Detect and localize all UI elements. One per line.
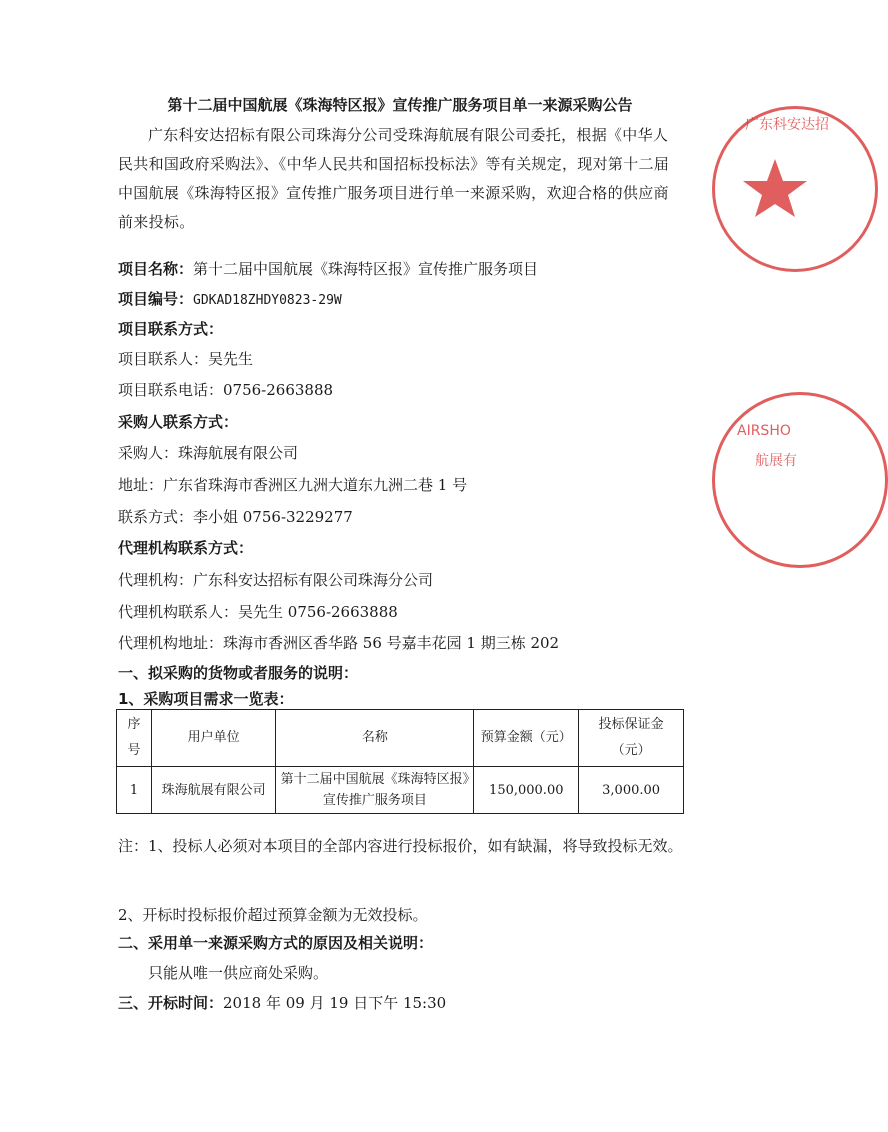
header-user-unit: 用户单位	[151, 710, 275, 767]
header-deposit: 投标保证金（元）	[579, 710, 684, 767]
section3-value: 2018 年 09 月 19 日下午 15:30	[223, 994, 447, 1012]
buyer-heading: 采购人联系方式：	[118, 413, 239, 431]
agency-heading: 代理机构联系方式：	[118, 539, 254, 557]
project-code-value: GDKAD18ZHDY0823-29W	[193, 293, 342, 308]
header-item-name: 名称	[276, 710, 474, 767]
svg-text:AIRSHO: AIRSHO	[737, 423, 791, 439]
buyer-name: 采购人：珠海航展有限公司	[118, 444, 299, 462]
project-name-line	[118, 258, 538, 279]
table-row	[117, 767, 684, 814]
cell-index: 1	[117, 767, 152, 814]
buyer-address: 地址：广东省珠海市香洲区九洲大道东九洲二巷 1 号	[118, 476, 468, 494]
project-contact-phone: 项目联系电话：0756-2663888	[118, 381, 334, 399]
header-budget: 预算金额（元）	[474, 710, 579, 767]
procurement-table	[116, 709, 684, 814]
note-2: 2、开标时投标报价超过预算金额为无效投标。	[118, 906, 428, 924]
svg-text:广东科安达招: 广东科安达招	[745, 117, 829, 133]
intro-text: 广东科安达招标有限公司珠海分公司受珠海航展有限公司委托，根据《中华人民共和国政府采购法》、《中华人民共和国招标投标法》等有关规定，现对第十二届中国航展《珠海特区报》宣传推广服务项目进行单一来源采购，欢迎合格的供应商前来投标。	[118, 126, 670, 231]
project-name-label: 项目名称：	[118, 260, 194, 278]
page-title: 第十二届中国航展《珠海特区报》宣传推广服务项目单一来源采购公告	[167, 96, 633, 114]
section3-line	[118, 992, 446, 1013]
cell-item-name: 第十二届中国航展《珠海特区报》宣传推广服务项目	[276, 767, 474, 814]
cell-budget: 150,000.00	[474, 767, 579, 814]
agency-name: 代理机构：广东科安达招标有限公司珠海分公司	[118, 571, 434, 589]
section1-heading: 一、拟采购的货物或者服务的说明：	[118, 664, 359, 682]
note-1: 注：1、投标人必须对本项目的全部内容进行投标报价，如有缺漏，将导致投标无效。	[118, 837, 683, 855]
project-code-label: 项目编号：	[118, 290, 194, 308]
company-seal-top	[712, 106, 878, 272]
project-name-value: 第十二届中国航展《珠海特区报》宣传推广服务项目	[193, 260, 539, 278]
project-contact-person: 项目联系人：吴先生	[118, 350, 254, 368]
cell-deposit: 3,000.00	[579, 767, 684, 814]
header-index: 序号	[117, 710, 152, 767]
section1-subheading: 1、采购项目需求一览表：	[118, 690, 294, 708]
buyer-contact: 联系方式：李小姐 0756-3229277	[118, 508, 353, 526]
company-seal-middle	[712, 392, 888, 568]
project-contact-heading: 项目联系方式：	[118, 320, 224, 338]
seal-star-icon	[715, 109, 875, 269]
agency-address: 代理机构地址：珠海市香洲区香华路 56 号嘉丰花园 1 期三栋 202	[118, 634, 560, 652]
svg-text:航展有: 航展有	[755, 453, 797, 469]
seal-airshow-icon	[715, 395, 885, 565]
cell-user-unit: 珠海航展有限公司	[151, 767, 275, 814]
agency-contact: 代理机构联系人：吴先生 0756-2663888	[118, 603, 398, 621]
section3-label: 三、开标时间：	[118, 994, 224, 1012]
table-header-row	[117, 710, 684, 767]
section2-heading: 二、采用单一来源采购方式的原因及相关说明：	[118, 934, 434, 952]
intro-paragraph	[118, 121, 683, 237]
section2-body: 只能从唯一供应商处采购。	[148, 964, 329, 982]
project-code-line	[118, 288, 342, 309]
